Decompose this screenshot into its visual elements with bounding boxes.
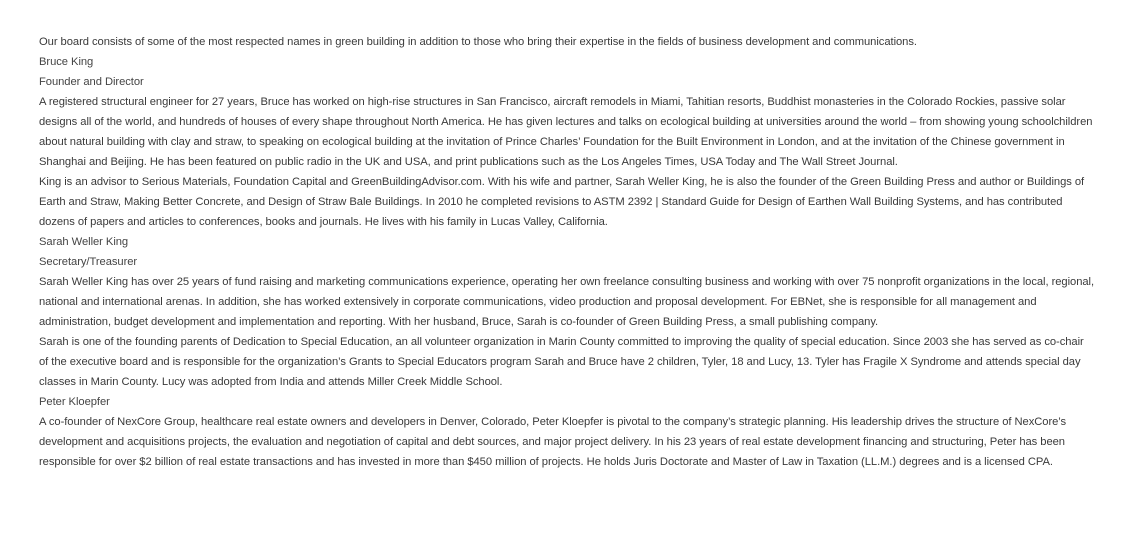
member-bio-sarah-weller-king-2: Sarah is one of the founding parents of Dedication to Special Education, an all volunteer organization in Marin County committed to improving the quality of special education. Since 2003 she has served as co-chair of the executive board and is responsible for the organization’s Grants to Special Educators program Sarah and Bruce have 2 children, Tyler, 18 and Lucy, 13. Tyler has Fragile X Syndrome and attends special day classes in Marin County. Lucy was adopted from India and attends Miller Creek Middle School.	[39, 336, 1084, 388]
member-role-sarah-weller-king: Secretary/Treasurer	[39, 256, 138, 268]
member-name-bruce-king: Bruce King	[39, 56, 94, 68]
board-content	[39, 32, 1095, 472]
member-role-bruce-king: Founder and Director	[39, 76, 144, 88]
member-bio-sarah-weller-king-1: Sarah Weller King has over 25 years of fund raising and marketing communications experience, operating her own freelance consulting business and working with over 75 nonprofit organizations in the local, regional, national and international arenas. In addition, she has worked extensively in corporate communications, video production and proposal development. For EBNet, she is responsible for all management and administration, budget development and implementation and reporting. With her husband, Bruce, Sarah is co-founder of Green Building Press, a small publishing company.	[39, 276, 1095, 328]
member-name-peter-kloepfer: Peter Kloepfer	[39, 396, 110, 408]
member-bio-peter-kloepfer-1: A co-founder of NexCore Group, healthcare real estate owners and developers in Denver, Colorado, Peter Kloepfer is pivotal to the company’s strategic planning. His leadership drives the structure of NexCore’s development and acquisitions projects, the evaluation and negotiation of capital and debt sources, and major project delivery. In his 23 years of real estate development financing and structuring, Peter has been responsible for over $2 billion of real estate transactions and has invested in more than $450 million of projects. He holds Juris Doctorate and Master of Law in Taxation (LL.M.) degrees and is a licensed CPA.	[39, 416, 1067, 468]
member-bio-bruce-king-2: King is an advisor to Serious Materials, Foundation Capital and GreenBuildingAdvisor.com. With his wife and partner, Sarah Weller King, he is also the founder of the Green Building Press and author or Buildings of Earth and Straw, Making Better Concrete, and Design of Straw Bale Buildings. In 2010 he completed revisions to ASTM 2392 | Standard Guide for Design of Earthen Wall Building Systems, and has contributed dozens of papers and articles to conferences, books and journals. He lives with his family in Lucas Valley, California.	[39, 176, 1085, 228]
member-bio-bruce-king-1: A registered structural engineer for 27 years, Bruce has worked on high-rise structures in San Francisco, aircraft remodels in Miami, Tahitian resorts, Buddhist monasteries in the Colorado Rockies, passive solar designs all of the world, and hundreds of houses of every shape throughout North America. He has given lectures and talks on ecological building at universities around the world – from showing young schoolchildren about natural building with clay and straw, to speaking on ecological building at the invitation of Prince Charles’ Foundation for the Built Environment in London, and at the invitation of the Chinese government in Shanghai and Beijing. He has been featured on public radio in the UK and USA, and print publications such as the Los Angeles Times, USA Today and The Wall Street Journal.	[39, 96, 1093, 168]
intro-paragraph: Our board consists of some of the most respected names in green building in addition to those who bring their expertise in the fields of business development and communications.	[39, 36, 917, 48]
member-name-sarah-weller-king: Sarah Weller King	[39, 236, 129, 248]
